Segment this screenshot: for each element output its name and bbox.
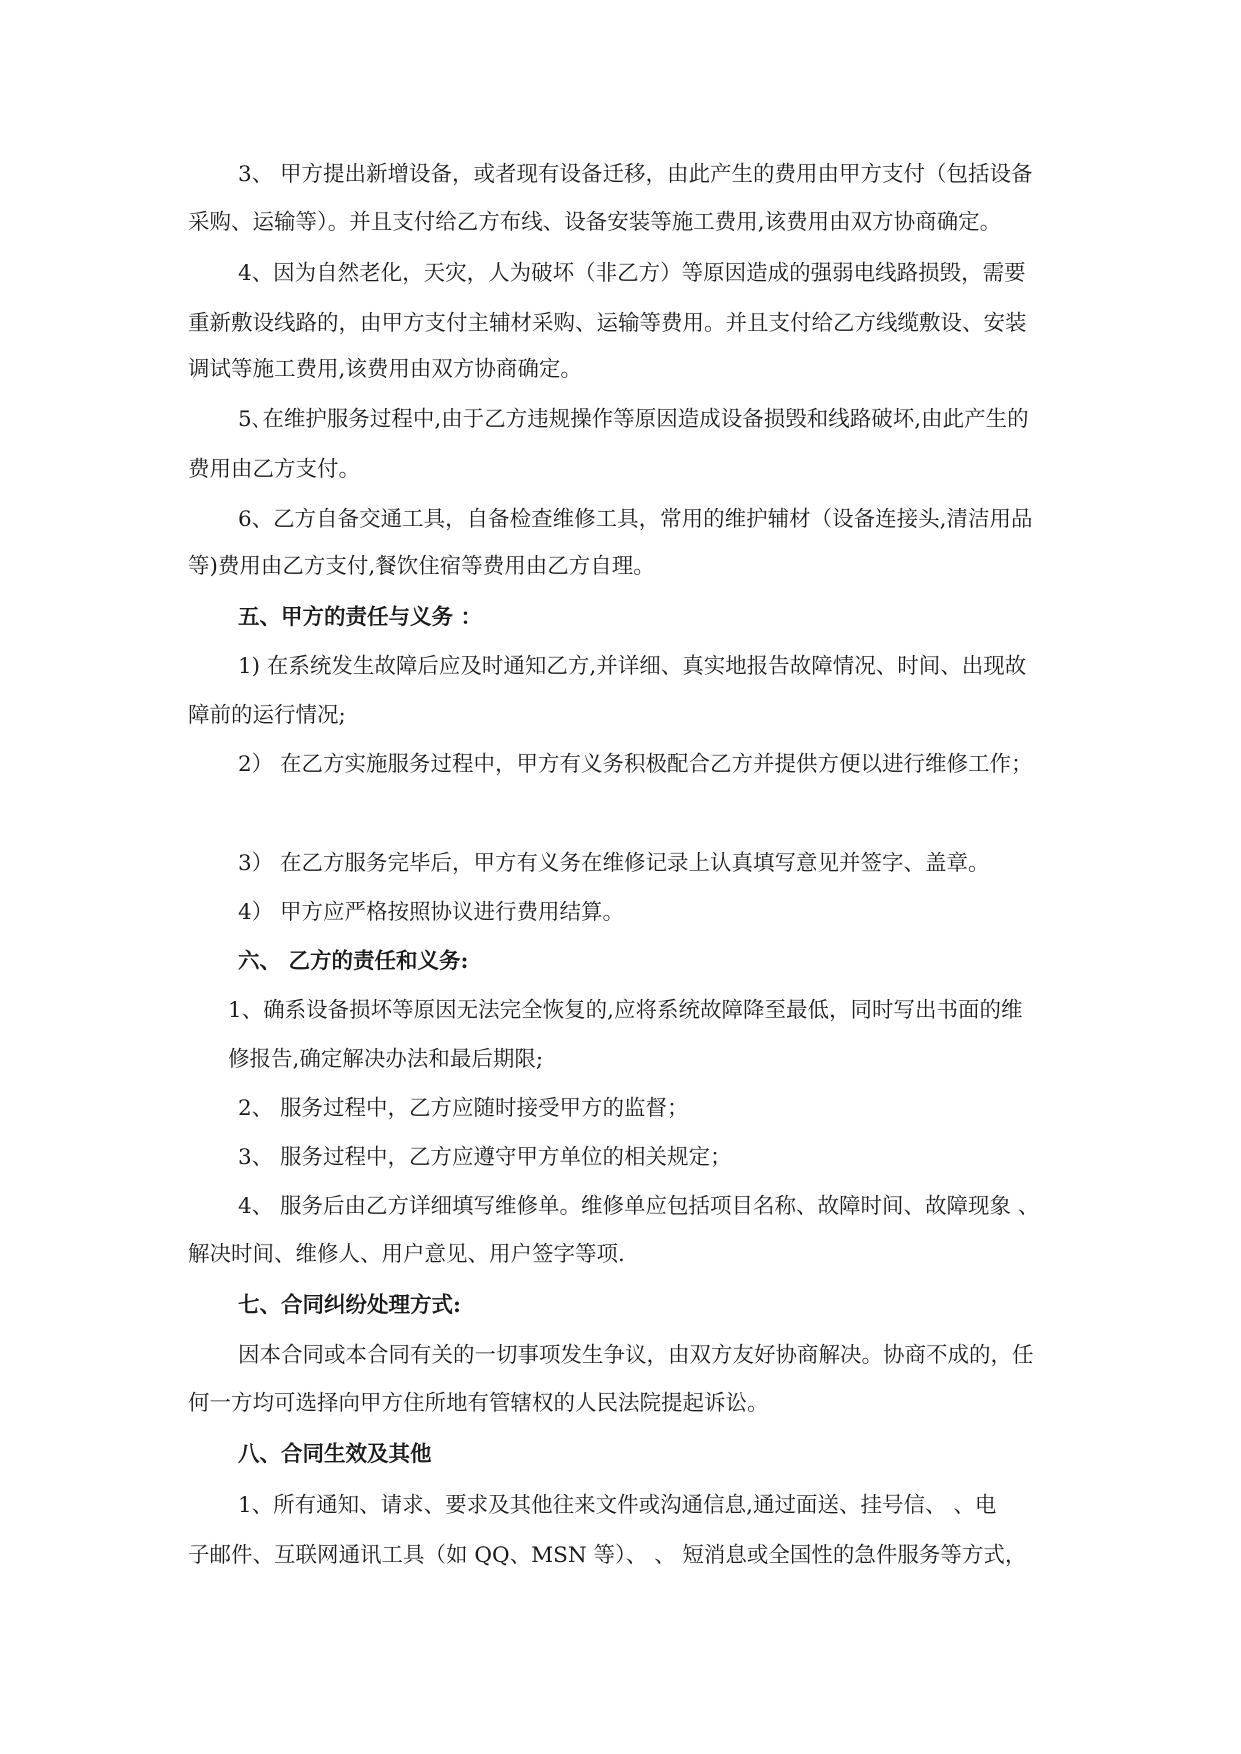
paragraph-line: 3） 在乙方服务完毕后，甲方有义务在维修记录上认真填写意见并签字、盖章。 xyxy=(238,851,990,876)
paragraph-line: 解决时间、维修人、用户意见、用户签字等项. xyxy=(188,1242,625,1267)
paragraph-line: 费用由乙方支付。 xyxy=(188,457,361,482)
paragraph-line: 调试等施工费用,该费用由双方协商确定。 xyxy=(188,357,582,382)
paragraph-line: 何一方均可选择向甲方住所地有管辖权的人民法院提起诉讼。 xyxy=(188,1391,769,1416)
section-heading: 六、 乙方的责任和义务: xyxy=(238,949,469,974)
paragraph-line: 6、乙方自备交通工具，自备检查维修工具，常用的维护辅材（设备连接头,清洁用品 xyxy=(238,507,1033,532)
paragraph-line: 等)费用由乙方支付,餐饮住宿等费用由乙方自理。 xyxy=(188,554,655,579)
paragraph-line: 3、 服务过程中，乙方应遵守甲方单位的相关规定； xyxy=(238,1145,732,1170)
paragraph-line: 障前的运行情况; xyxy=(188,703,346,728)
paragraph-line: 1、所有通知、请求、要求及其他往来文件或沟通信息,通过面送、挂号信、 、电 xyxy=(238,1493,997,1518)
paragraph-line: 3、 甲方提出新增设备，或者现有设备迁移，由此产生的费用由甲方支付（包括设备 xyxy=(238,162,1033,187)
paragraph-line: 1、确系设备损坏等原因无法完全恢复的,应将系统故障降至最低，同时写出书面的维 xyxy=(228,998,1023,1023)
section-heading: 八、合同生效及其他 xyxy=(238,1442,432,1467)
paragraph-line: 5､在维护服务过程中,由于乙方违规操作等原因造成设备损毁和线路破坏,由此产生的 xyxy=(238,407,1029,432)
paragraph-line: 4、因为自然老化，天灾，人为破坏（非乙方）等原因造成的强弱电线路损毁，需要 xyxy=(238,261,1026,286)
paragraph-line: 子邮件、互联网通讯工具（如 QQ、MSN 等）、 、 短消息或全国性的急件服务等方式， xyxy=(188,1543,1027,1568)
paragraph-line: 因本合同或本合同有关的一切事项发生争议，由双方友好协商解决。协商不成的，任 xyxy=(238,1343,1034,1368)
section-heading: 五、甲方的责任与义务 ： xyxy=(238,605,482,630)
section-heading: 七、合同纠纷处理方式: xyxy=(238,1293,461,1318)
paragraph-line: 2） 在乙方实施服务过程中，甲方有义务积极配合乙方并提供方便以进行维修工作； xyxy=(238,752,1033,777)
paragraph-line: 修报告,确定解决办法和最后期限; xyxy=(228,1047,544,1072)
paragraph-line: 2、 服务过程中，乙方应随时接受甲方的监督； xyxy=(238,1096,689,1121)
paragraph-line: 4、 服务后由乙方详细填写维修单。维修单应包括项目名称、故障时间、故障现象 、 xyxy=(238,1194,1040,1219)
paragraph-line: 4） 甲方应严格按照协议进行费用结算。 xyxy=(238,900,625,925)
paragraph-line: 1) 在系统发生故障后应及时通知乙方,并详细、真实地报告故障情况、时间、出现故 xyxy=(238,654,1027,679)
paragraph-line: 采购、运输等）。并且支付给乙方布线、设备安装等施工费用,该费用由双方协商确定。 xyxy=(188,210,1002,235)
paragraph-line: 重新敷设线路的，由甲方支付主辅材采购、运输等费用。并且支付给乙方线缆敷设、安装 xyxy=(188,311,1027,336)
